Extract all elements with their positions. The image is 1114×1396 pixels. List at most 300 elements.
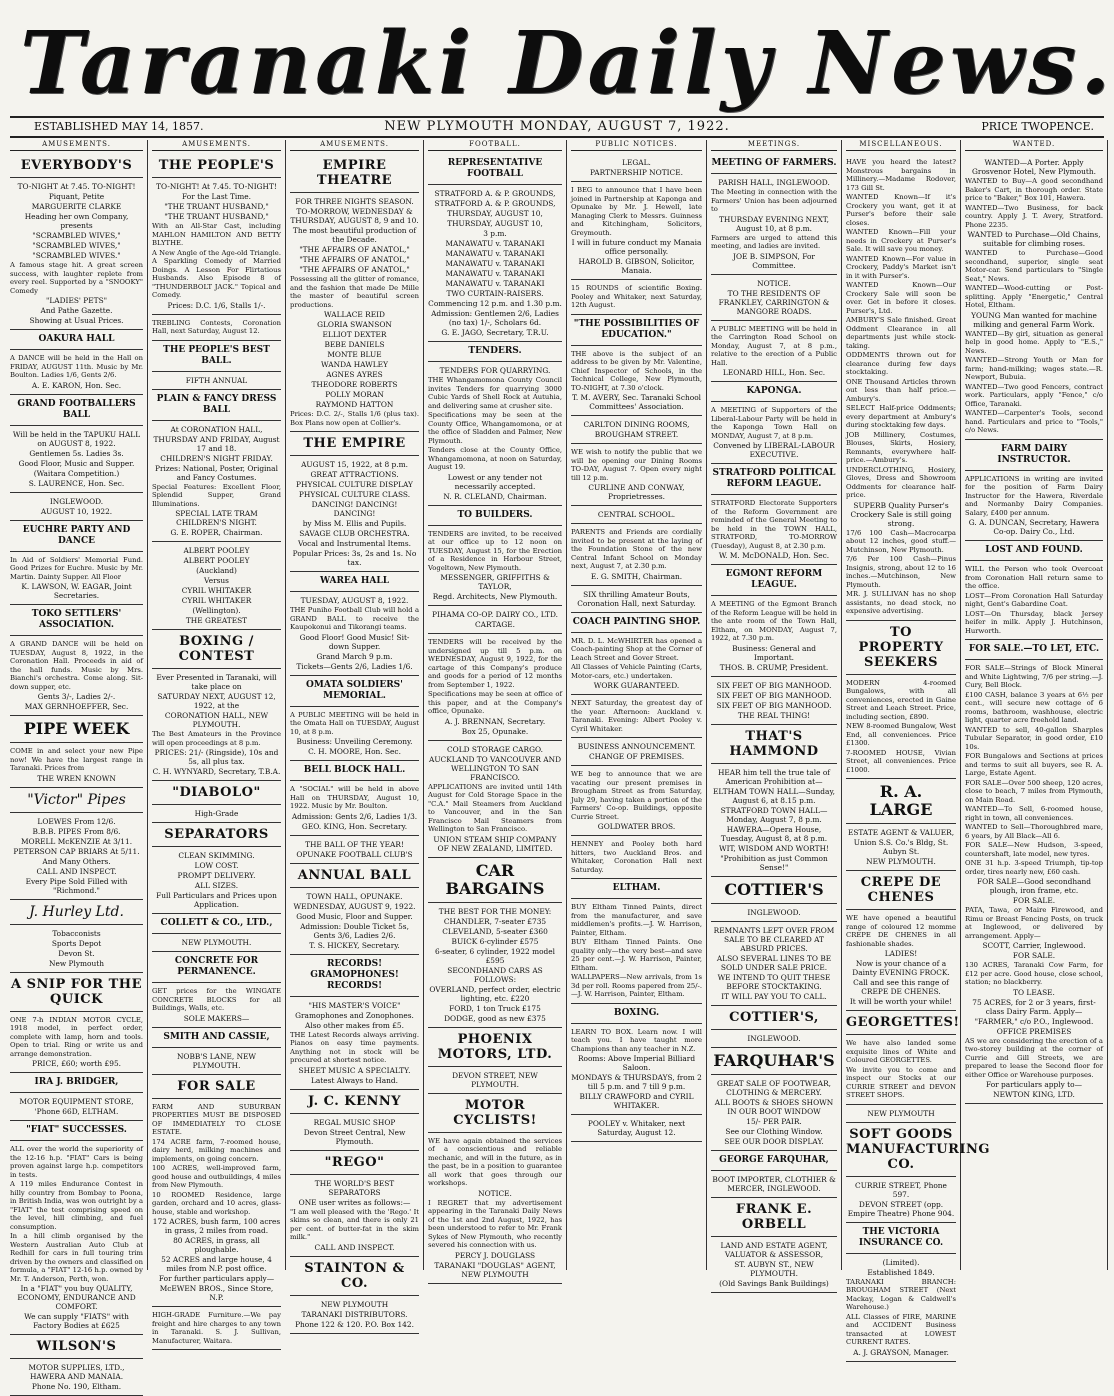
ad-text: A PUBLIC MEETING will be held in the Omata Hall on TUESDAY, August 10, at 8 p.m. <box>290 710 419 736</box>
ad-text: THEODORE ROBERTS <box>311 380 398 389</box>
ad-text: Vocal and Instrumental Items. <box>298 539 411 548</box>
ad-text: TARANAKI "DOUGLAS" AGENT, NEW PLYMOUTH <box>434 1260 556 1279</box>
ad-text: LOST—From Coronation Hall Saturday night, Gent's Gabardine Coat. <box>965 591 1103 608</box>
ad-text: Phone No. 190, Eltham. <box>31 1382 122 1391</box>
ad-text: ANNUAL BALL <box>297 867 412 883</box>
ad-text: GEO. KING, Hon. Secretary. <box>301 821 408 831</box>
ad-text: WANTED to Purchase—Old Chains, suitable for climbing roses. <box>967 230 1101 248</box>
column-heading: FOOTBALL. <box>428 140 562 151</box>
ad-text: Admission: Gentlemen 2/6, Ladies (no tax) 1/-, Scholars 6d. <box>431 309 559 327</box>
ad-text: MOTOR CYCLISTS! <box>453 1097 537 1128</box>
advertisement-block <box>711 1075 837 1151</box>
ad-text: THE WREN KNOWN <box>37 773 116 783</box>
advertisement-block <box>711 565 837 596</box>
ad-text: SPECIAL LATE TRAM CHILDREN'S NIGHT. <box>175 509 258 527</box>
ad-text: A famous stage hit. A great screen success, with laughter replete from every reel. Supported by a "SNOOKY" Comedy <box>10 261 143 295</box>
ad-text: STRATFORD A. & P. GROUNDS, <box>434 189 556 198</box>
ad-text: R. A. LARGE <box>869 782 933 819</box>
advertisement-block <box>152 781 281 805</box>
ad-text: THOS. B. CRUMP, President. <box>719 662 829 672</box>
ad-text: MANAWATU v. TARANAKI <box>445 279 545 288</box>
ad-text: £100 CASH, balance 3 years at 6½ per cent., will secure new cottage of 6 rooms, bathroom, washhouse, electric light, quarter acre freehold land. <box>965 690 1103 724</box>
ad-text: THE GREATEST <box>185 616 248 625</box>
ad-text: PHOENIX MOTORS, LTD. <box>437 1031 553 1062</box>
ad-text: SATURDAY NEXT, AUGUST 12, 1922, at the <box>157 692 276 710</box>
advertisement-block <box>965 541 1103 561</box>
advertisement-block <box>711 1030 837 1048</box>
ad-text: OAKURA HALL <box>38 334 115 344</box>
ad-text: SUPERB Quality Purser's Crockery Sale is still going strong. <box>850 500 952 528</box>
ad-text: SEPARATORS <box>164 827 269 842</box>
ad-text: Versus <box>204 576 229 585</box>
ad-text: THE BALL OF THE YEAR! <box>305 839 404 849</box>
ad-text: THE REAL THING! <box>737 710 811 720</box>
advertisement-block <box>152 421 281 543</box>
ad-text: At CORONATION HALL, <box>170 424 263 434</box>
ad-text: CARTAGE. <box>475 620 515 629</box>
ad-text: 130 ACRES, Taranaki Cow Farm, for £12 per acre. Good house, close school, station; no blackberry. <box>965 961 1103 986</box>
advertisement-block <box>290 1175 419 1257</box>
ad-text: "DIABOLO" <box>172 785 261 800</box>
advertisement-block <box>10 552 143 606</box>
ad-text: RAYMOND HATTON <box>315 400 394 409</box>
advertisement-block <box>290 997 419 1090</box>
ad-text: THURSDAY, AUGUST 10, <box>447 209 543 218</box>
ad-text: WORK GUARANTEED. <box>593 681 680 690</box>
ad-text: PRICES: 21/- (Ringside), 10s and 5s, all plus tax. <box>154 748 279 766</box>
advertisement-block <box>711 1171 837 1198</box>
ad-text: FRANK E. ORBELL <box>735 1201 813 1232</box>
ad-text: ESTATE AGENT & VALUER, <box>847 828 955 837</box>
advertisement-block <box>571 1115 702 1142</box>
ad-text: SIX FEET OF BIG MANHOOD. <box>716 700 832 710</box>
advertisement-block <box>846 779 956 824</box>
ad-text: BOXING / CONTEST <box>178 634 255 664</box>
advertisement-block <box>846 621 956 675</box>
ad-text: NEW 8-roomed Bungalow, West End, all conveniences. Price £1300. <box>846 722 956 747</box>
advertisement-block <box>571 444 702 506</box>
advertisement-block <box>711 1151 837 1171</box>
ad-text: "THE AFFAIRS OF ANATOL," <box>299 255 410 264</box>
ad-text: THURSDAY AND FRIDAY, August 17 and 18. <box>153 434 280 453</box>
ad-text: BUSINESS ANNOUNCEMENT. <box>577 742 696 751</box>
ad-text: COACH PAINTING SHOP. <box>572 616 701 627</box>
advertisement-block <box>152 952 281 983</box>
ad-text: SELECT Half-price Oddments; every department at Ambury's during stocktaking few days. <box>846 404 956 429</box>
ad-text: We have also landed some exquisite lines of White and Coloured GEORGETTES. <box>846 1039 956 1064</box>
ad-text: WEDNESDAY, AUGUST 9, 1922. <box>293 901 416 911</box>
advertisement-block <box>428 858 562 903</box>
advertisement-block <box>571 1024 702 1116</box>
ad-text: STRATFORD TOWN HALL—Monday, August 7, 8 p.m. <box>720 805 828 824</box>
ad-text: WE beg to announce that we are vacating our present premises in Brougham Street as from Saturday, July 29, having taken a portion of the Farmers' Co-op. Buildings, opposite Currie Street. <box>571 770 702 821</box>
ad-text: TOKO SETTLERS' ASSOCIATION. <box>31 609 122 630</box>
ad-text: PATA, Tawa, or Maire Firewood, and Rimu or Breast Fencing Posts, on truck at Inglewood, or delivered by arrangement. Apply— <box>965 906 1103 940</box>
ad-text: E. G. SMITH, Chairman. <box>590 571 683 581</box>
ad-text: THE VICTORIA INSURANCE CO. <box>858 1226 944 1248</box>
ad-text: UNION STEAM SHIP COMPANY OF NEW ZEALAND, LIMITED. <box>433 834 557 853</box>
ad-text: Business: General and Important. <box>732 643 816 662</box>
advertisement-block <box>10 493 143 521</box>
column-heading: MISCELLANEOUS. <box>846 140 956 151</box>
advertisement-block <box>428 342 562 362</box>
ad-text: DODGE, good as new £375 <box>444 1013 546 1023</box>
ad-text: 80 ACRES, in grass, all ploughable. <box>173 1236 260 1254</box>
ad-text: CLEVELAND, 5-seater £360 <box>442 926 548 936</box>
ad-text: SIX FEET OF BIG MANHOOD. <box>716 680 832 690</box>
ad-text: The Best Amateurs in the Province will open proceedings at 8 p.m. <box>152 730 281 747</box>
ad-text: "Prohibition as just Common Sense!" <box>720 853 828 872</box>
ad-text: N. R. CLELAND, Chairman. <box>443 491 547 501</box>
ad-text: NEXT Saturday, the greatest day of the year. Afternoon: Auckland v. Taranaki. Evening: Albert Pooley v. Cyril Whitaker. <box>571 699 702 733</box>
ad-text: And Pathe Gazette. <box>40 306 113 315</box>
advertisement-block <box>290 1090 419 1114</box>
ad-text: Now is your chance of a Dainty EVENING FROCK. <box>852 959 950 977</box>
ad-text: RECORDS! GRAMOPHONES! RECORDS! <box>310 958 399 991</box>
ad-text: THE PEOPLE'S BEST BALL. <box>163 344 270 366</box>
advertisement-block <box>571 182 702 280</box>
ad-text: FARM DAIRY INSTRUCTOR. <box>997 443 1071 465</box>
ad-text: MAX GERNHOEFFER, Sec. <box>24 702 129 711</box>
ad-text: Grand March 9 p.m. <box>316 651 393 661</box>
ad-text: MANAWATU v. TARANAKI <box>445 249 545 258</box>
ad-text: "HIS MASTER'S VOICE" <box>308 1000 401 1010</box>
advertisement-block <box>571 738 702 766</box>
ad-text: COTTIER'S <box>724 879 824 899</box>
ad-text: FARM AND SUBURBAN PROPERTIES MUST BE DISPOSED OF IMMEDIATELY TO CLOSE ESTATE. <box>152 1102 281 1136</box>
ad-text: "THE AFFAIRS OF ANATOL," <box>299 265 410 274</box>
ad-text: "SCRAMBLED WIVES," <box>32 241 121 250</box>
ad-text: WAREA HALL <box>319 576 390 586</box>
advertisement-block <box>711 1048 837 1075</box>
advertisement-block <box>571 586 702 613</box>
ad-text: REGAL MUSIC SHOP <box>313 1117 396 1127</box>
ad-text: NEW PLYMOUTH <box>320 1299 389 1309</box>
ad-text: WANTED to Buy—A good secondhand Baker's Cart, in thorough order. State price to "Baker," Box 101, Hawera. <box>965 177 1103 202</box>
advertisement-block <box>10 716 143 743</box>
ad-text: The most beautiful production of the Decade. <box>292 226 417 244</box>
ad-text: TENDERS will be received by the undersigned up till 5 p.m. on WEDNESDAY, August 9, 1922, for the cartage of this Company's produce and goods for a period of 12 months from September 1, 1922. <box>428 638 562 689</box>
ad-text: G. A. DUNCAN, Secretary, Hawera Co-op. Dairy Co., Ltd. <box>968 518 1100 536</box>
ad-text: MOTOR SUPPLIES, LTD., HAWERA AND MANAIA. <box>28 1363 125 1381</box>
advertisement-block <box>290 1114 419 1151</box>
ad-text: "FIAT" SUCCESSES. <box>26 1125 127 1135</box>
ad-text: WANTED to sell, 40-gallon Sharples Tubular Separator, in good order, £10 10s. <box>965 725 1103 751</box>
ad-text: GREAT ATTRACTIONS. <box>310 470 399 479</box>
ad-text: COLLETT & CO., LTD., <box>160 918 273 928</box>
ad-text: OVERLAND, perfect order, electric lighting, etc. £220 <box>429 984 561 1003</box>
ad-text: WANTED—By girl, situation as general help in good home. Apply to "E.S.," News. <box>965 329 1103 355</box>
ad-text: CHANDLER, 7-seater £735 <box>443 916 547 926</box>
ad-text: WIT, WISDOM AND WORTH! <box>718 843 830 853</box>
ad-text: 17/6 100 Cash—Macrocarpa about 12 inches, good stuff.—Mutchinson, New Plymouth. <box>846 528 956 554</box>
ad-text: Prices: D.C. 1/6, Stalls 1/-. <box>167 300 266 310</box>
ad-text: Possessing all the glitter of romance, and the fashion that made De Mille the master of beautiful screen productions. <box>290 275 419 309</box>
advertisement-block <box>290 154 419 193</box>
advertisement-block <box>10 605 143 636</box>
ad-text: "THE AFFAIRS OF ANATOL," <box>299 245 410 254</box>
ad-text: DANCING! DANCING! DANCING! <box>311 500 398 518</box>
advertisement-block <box>571 506 702 524</box>
advertisement-block <box>846 871 956 910</box>
ad-text: CYRIL WHITAKER <box>181 596 252 605</box>
ad-text: For the Last Time. <box>182 192 251 201</box>
ad-text: THE above is the subject of an address to be given by Mr. Valentine, Chief Inspector of Schools, in the Technical College, New Plymouth, TO-NIGHT, at 7.30 o'clock. <box>571 349 702 392</box>
ad-text: FARQUHAR'S <box>713 1050 835 1070</box>
advertisement-block <box>571 524 702 586</box>
advertisement-block <box>711 174 837 275</box>
advertisement-block <box>290 1257 419 1296</box>
advertisement-block <box>428 634 562 741</box>
advertisement-block <box>846 1123 990 1177</box>
ad-text: A. E. KARON, Hon. Sec. <box>31 380 122 390</box>
ad-text: FOR SALE. <box>1012 896 1056 905</box>
ad-text: PHYSICAL CULTURE DISPLAY <box>296 480 413 489</box>
advertisement-block <box>711 877 837 904</box>
ad-text: CORONATION HALL, NEW PLYMOUTH. <box>164 711 269 729</box>
ad-text: THE EMPIRE <box>303 436 406 451</box>
advertisement-block <box>10 1335 143 1359</box>
ad-text: BUY Eltham Tinned Paints. One quality only—the very best—and save 25 per cent.—J. W. Harrison, Painter, Eltham. <box>571 938 702 972</box>
advertisement-block <box>10 350 143 395</box>
advertisement-block <box>10 1141 143 1335</box>
ad-text: HAROLD B. GIBSON, Solicitor, Manaia. <box>578 257 695 275</box>
advertisement-block <box>152 1307 281 1350</box>
ad-text: POOLEY v. Whitaker, next Saturday, August 12. <box>587 1119 686 1137</box>
ad-text: NEWTON KING, LTD. <box>993 1090 1075 1099</box>
column-2 <box>148 140 286 1345</box>
ad-text: 172 ACRES, bush farm, 100 acres in grass, 2 miles from road. <box>152 1217 281 1235</box>
ad-text: HAVE you heard the latest? Monstrous bargains in Millinery.—Madame Rodover, 173 Gill St. <box>846 158 956 192</box>
ad-text: MORELL McKENZIE At 3/11. <box>20 836 133 846</box>
advertisement-block <box>10 395 143 426</box>
advertisement-block <box>571 315 702 346</box>
ad-text: The Meeting in connection with the Farmers' Union has been adjourned to <box>711 188 837 213</box>
ad-text: I will in future conduct my Manaia office personally. <box>571 238 702 256</box>
ad-text: For further particulars apply— <box>158 1274 275 1283</box>
ad-text: COTTIER'S, <box>729 1009 819 1025</box>
ad-text: Gentlemen 5s. Ladies 3s. <box>29 448 124 458</box>
advertisement-block <box>711 1006 837 1030</box>
ad-text: WANTED Known—For value in Crockery, Paddy's Market isn't in it with Purser's. <box>846 254 956 280</box>
ad-text: CONCRETE FOR PERMANENCE. <box>174 956 259 977</box>
column-3 <box>286 140 424 1329</box>
ad-text: WE have again obtained the services of a conscientious and reliable mechanic, and will in the future, as in the past, be in a position to guarantee all work that goes through our workshops. <box>428 1136 562 1187</box>
advertisement-block <box>10 788 143 813</box>
ad-text: TARANAKI BRANCH: BROUGHAM STREET (Next Mackay, Logan & Caldwell's Warehouse.) <box>846 1277 956 1311</box>
advertisement-block <box>10 743 143 788</box>
ad-text: IRA J. BRIDGER, <box>34 1077 119 1087</box>
ad-text: ST. AUBYN ST., NEW PLYMOUTH. <box>734 1259 814 1278</box>
advertisement-block <box>846 910 956 1011</box>
ad-text: "LADIES' PETS" <box>45 296 108 305</box>
advertisement-block <box>571 416 702 444</box>
advertisement-block <box>10 636 143 716</box>
ad-text: GEORGE FARQUHAR, <box>719 1154 829 1165</box>
advertisement-block <box>290 572 419 592</box>
ad-text: Ever Presented in Taranaki, will take place on <box>156 673 277 691</box>
ad-text: 100 ACRES, well-improved farm, good house and outbuildings, 4 miles from New Plymouth. <box>152 1164 281 1189</box>
advertisement-block <box>711 596 837 677</box>
ad-text: C. H. MOORE, Hon. Sec. <box>308 747 401 756</box>
ad-text: WALLPAPERS—New arrivals, from 1s 3d per roll. Rooms papered from 25/-.—J. W. Harrison, Painter, Eltham. <box>571 973 702 998</box>
advertisement-block <box>711 382 837 402</box>
ad-text: STRATFORD POLITICAL REFORM LEAGUE. <box>712 468 836 489</box>
ad-text: NOTICE. <box>478 1188 512 1198</box>
ad-text: Union S.S. Co.'s Bldg, St. Aubyn St. <box>853 838 949 856</box>
ad-text: OPUNAKE FOOTBALL CLUB'S <box>296 849 413 859</box>
ad-text: 3 p.m. <box>483 229 507 238</box>
ad-text: LEARN TO BOX. Learn now. I will teach you. I have taught more Champions than any teacher in N.Z. <box>571 1027 702 1053</box>
ad-text: SIX FEET OF BIG MANHOOD. <box>716 690 832 700</box>
ad-text: I BEG to announce that I have been joined in Partnership at Kaponga and Opunake by Mr. J. Hewell, late Managing Clerk to Messrs. Guinness and Kitchingham, Solicitors, Greymouth. <box>571 186 702 237</box>
advertisement-block <box>428 506 562 526</box>
ad-text: AUGUST 15, 1922, at 8 p.m. <box>301 460 408 469</box>
ad-text: SAVAGE CLUB ORCHESTRA. <box>299 529 410 538</box>
ad-text: See our Clothing Window. <box>725 1126 823 1136</box>
established-text: ESTABLISHED MAY 14, 1857. <box>34 120 204 133</box>
ad-text: 52 ACRES and large house, 4 miles from N.P. post office. <box>161 1255 272 1273</box>
ad-text: ONE Thousand Articles thrown out less than half price.—Ambury's. <box>846 377 956 403</box>
advertisement-block <box>152 154 281 178</box>
ad-text: CAR BARGAINS <box>445 860 545 898</box>
advertisement-block <box>152 630 281 669</box>
ad-text: PARENTS and Friends are cordially invited to be present at the laying of the Foundation Stone of the new Central Infant School on Monday next, August 7, at 2.30 p.m. <box>571 528 702 570</box>
advertisement-block <box>428 526 562 607</box>
column-5 <box>567 140 707 1270</box>
ad-text: COME in and select your new Pipe now! We have the largest range in Taranaki. Prices from <box>10 747 143 772</box>
ad-text: TO PROPERTY SEEKERS <box>858 624 944 670</box>
ad-text: "REGO" <box>324 1154 385 1170</box>
ad-text: REMNANTS LEFT OVER FROM SALE TO BE CLEARED AT ABSURD PRICES. <box>713 925 835 953</box>
ad-text: SIX thrilling Amateur Bouts, Coronation Hall, next Saturday. <box>577 589 696 608</box>
ad-text: TO THE RESIDENTS OF FRANKLEY, CARRINGTON & MANGORE ROADS. <box>718 288 830 316</box>
ad-text: THE Whangamomona County Council invites Tenders for quarrying 3000 Cubic Yards of Shell Rock at Autuhia, and delivering same at crusher site. <box>428 376 562 410</box>
ad-text: G. E. ROPER, Chairman. <box>170 528 263 537</box>
ad-text: ALL SIZES. <box>194 881 239 890</box>
ad-text: K. LAWSON, W. EAGAR, Joint Secretaries. <box>21 582 132 600</box>
ad-text: GEORGETTES! <box>846 1015 960 1030</box>
ad-text: TARANAKI DISTRIBUTORS. <box>301 1309 408 1319</box>
ad-text: Call and see this range of CREPE DE CHENES. <box>853 978 949 996</box>
ad-text: PHYSICAL CULTURE CLASS. <box>298 490 411 499</box>
ad-text: HENNEY and Pooley both hard hitters, two Auckland Bros. and Whitaker, Coronation Hall next Saturday. <box>571 840 702 874</box>
advertisement-block <box>711 495 837 565</box>
ad-text: Business: Unveiling Ceremony. <box>296 737 413 746</box>
ad-text: GET prices for the WINGATE CONCRETE BLOCKS for all Buildings, Walls, etc. <box>152 987 281 1012</box>
ad-text: WANTED—Two Business, for back country. Apply J. T. Avery, Stratford. Phone 2235. <box>965 203 1103 229</box>
advertisement-block <box>428 1067 562 1094</box>
ad-text: ODDMENTS thrown out for clearance during few days stocktaking. <box>846 351 956 376</box>
ad-text: LOW COST. <box>194 861 239 870</box>
advertisement-block <box>571 695 702 738</box>
ad-text: SECONDHAND CARS AS FOLLOWS: <box>447 965 543 984</box>
ad-text: TWO CURTAIN-RAISERS. <box>446 289 544 298</box>
ad-text: ALBERT POOLEY <box>183 556 250 565</box>
ad-text: "THE POSSIBILITIES OF EDUCATION." <box>573 318 700 340</box>
ad-text: ALL BOOTS & SHOES SHOWN IN OUR BOOT WINDOW <box>714 1097 834 1116</box>
ad-text: BILLY CRAWFORD and CYRIL WHITAKER. <box>579 1092 694 1110</box>
advertisement-block <box>711 922 837 1006</box>
ad-text: ONE 7-h INDIAN MOTOR CYCLE, 1918 model, in perfect order, complete with lamp, horn and tools. Open to trial. Ring or write us and arrange demonstration. <box>10 1015 143 1058</box>
ad-text: Piquant, Petite <box>48 192 105 201</box>
ad-text: FOR SALE <box>177 1078 256 1094</box>
ad-text: In a "FIAT" you buy QUALITY, ECONOMY, ENDURANCE AND COMFORT. <box>17 1284 136 1311</box>
ad-text: (Auckland) <box>196 566 237 575</box>
ad-text: Special Features: Excellent Floor, Splendid Supper, Grand Illuminations. <box>152 482 281 508</box>
ad-text: Regd. Architects, New Plymouth. <box>432 592 558 601</box>
ad-text: ELLIOT DEXTER <box>322 330 387 339</box>
ad-text: LEONARD HILL, Hon. Sec. <box>722 368 826 377</box>
ad-text: (Wellington). <box>192 606 241 615</box>
advertisement-block <box>290 864 419 888</box>
ad-text: A GRAND DANCE will be held on TUESDAY, August 8, 1922, in the Coronation Hall. Proceeds in aid of the hall funds. Music by Mrs. Bianchi's orchestra. Come along. Sit-down supper, etc. <box>10 640 143 691</box>
dateline-text: NEW PLYMOUTH MONDAY, AUGUST 7, 1922. <box>384 119 730 134</box>
ad-text: MODERN 4-roomed Bungalows, with all conveniences, erected in Gaine Street and Leach Street. Price, including section, £890. <box>846 678 956 721</box>
advertisement-block <box>152 823 281 847</box>
ad-text: AMBURY'S Sale finished. Great Oddment Clearance in all departments just while stock-taking. <box>846 316 956 350</box>
ad-text: A DANCE will be held in the Hall on FRIDAY, AUGUST 11th. Music by Mr. Boulton. Ladies 1/6, Gents 2/6. <box>10 354 143 379</box>
advertisement-block <box>965 440 1103 471</box>
ad-text: WE wish to notify the public that we will be opening our Dining Rooms TO-DAY, August 7. Open every night till 12 p.m. <box>571 448 702 482</box>
ad-text: BOOT IMPORTER, CLOTHIER & MERCER, INGLEWOOD. <box>712 1174 836 1193</box>
ad-text: OFFICE PREMISES <box>996 1026 1072 1036</box>
ad-text: In a hill climb organised by the Western Australian Auto Club at Redhill for cars in full touring trim driven by the owners and classified on formula, a "FIAT" 12-16 h.p. owned by Mr. T. Anderson, Perth, won. <box>10 1232 143 1283</box>
ad-text: WANTED—Strong Youth or Man for farm; hand-milking; wages state.—R. Newport, Bubuia. <box>965 356 1103 381</box>
ad-text: TENDERS are invited, to be received at our office up to 12 noon on TUESDAY, August 15, for the Erection of a Residence in Harbour Street, Vogeltown, New Plymouth. <box>428 529 562 572</box>
advertisement-block <box>290 1296 419 1334</box>
ad-text: Lowest or any tender not necessarily accepted. <box>447 472 543 491</box>
ad-text: B.B.B. PIPES From 8/6. <box>32 826 121 836</box>
ad-text: "SCRAMBLED WIVES," <box>32 231 121 240</box>
advertisement-block <box>428 185 562 342</box>
ad-text: Convened by LIBERAL-LABOUR EXECUTIVE. <box>713 441 835 459</box>
ad-text: AUGUST 10, 1922. <box>40 506 113 516</box>
advertisement-block <box>152 669 281 781</box>
ad-text: Latest Always to Hand. <box>311 1075 398 1085</box>
ad-text: New Plymouth <box>49 958 104 968</box>
ad-text: CENTRAL SCHOOL. <box>597 510 676 519</box>
ad-text: ALL Classes of FIRE, MARINE and ACCIDENT Business transacted at LOWEST CURRENT RATES. <box>846 1312 956 1346</box>
ad-text: BOXING. <box>613 1007 660 1018</box>
advertisement-block <box>428 1094 562 1133</box>
ad-text: PETERSON CAP BRIARS At 5/11. <box>13 846 140 856</box>
advertisement-block <box>152 934 281 952</box>
ad-text: TO-NIGHT At 7.45. TO-NIGHT! <box>17 182 136 191</box>
ad-text: EVERYBODY'S <box>20 158 133 173</box>
ad-text: Rooms: Above Imperial Billiard Saloon. <box>577 1054 696 1072</box>
ad-text: Established 1849. <box>867 1267 935 1277</box>
advertisement-block <box>152 847 281 914</box>
advertisement-block <box>152 1075 281 1099</box>
ad-text: TOWN HALL, OPUNAKE. <box>306 891 403 901</box>
ad-text: SHEET MUSIC A SPECIALTY. <box>298 1065 411 1075</box>
ad-text: PERCY J. DOUGLASS <box>454 1250 536 1260</box>
ad-text: NEW PLYMOUTH. <box>866 857 936 866</box>
ad-text: WANTED Known—If it's Crockery you want, get it at Purser's before their sale closes. <box>846 193 956 227</box>
ad-text: A New Angle of the Age-old Triangle. A Sparkling Comedy of Married Doings. A Lesson For Flirtatious Husbands. Also Episode 8 of "THUNDERBOLT JACK." Topical and Comedy. <box>152 248 281 299</box>
advertisement-block <box>428 362 562 506</box>
advertisement-block <box>10 973 143 1012</box>
ad-text: FOR SALE—New Hudson, 3-speed, countershaft, late model, new tyres. <box>965 841 1103 858</box>
ad-text: NEW PLYMOUTH. <box>181 938 252 947</box>
column-8 <box>961 140 1108 1270</box>
ad-text: Tenders close at the County Office, Whangamomona, at noon on Saturday, August 19. <box>428 446 562 471</box>
ad-text: ALBERT POOLEY <box>183 546 250 555</box>
advertisement-block <box>711 321 837 383</box>
ad-text: MESSENGER, GRIFFITHS & TAYLOR, <box>440 573 550 591</box>
ad-text: by Miss M. Ellis and Pupils. <box>302 519 407 528</box>
